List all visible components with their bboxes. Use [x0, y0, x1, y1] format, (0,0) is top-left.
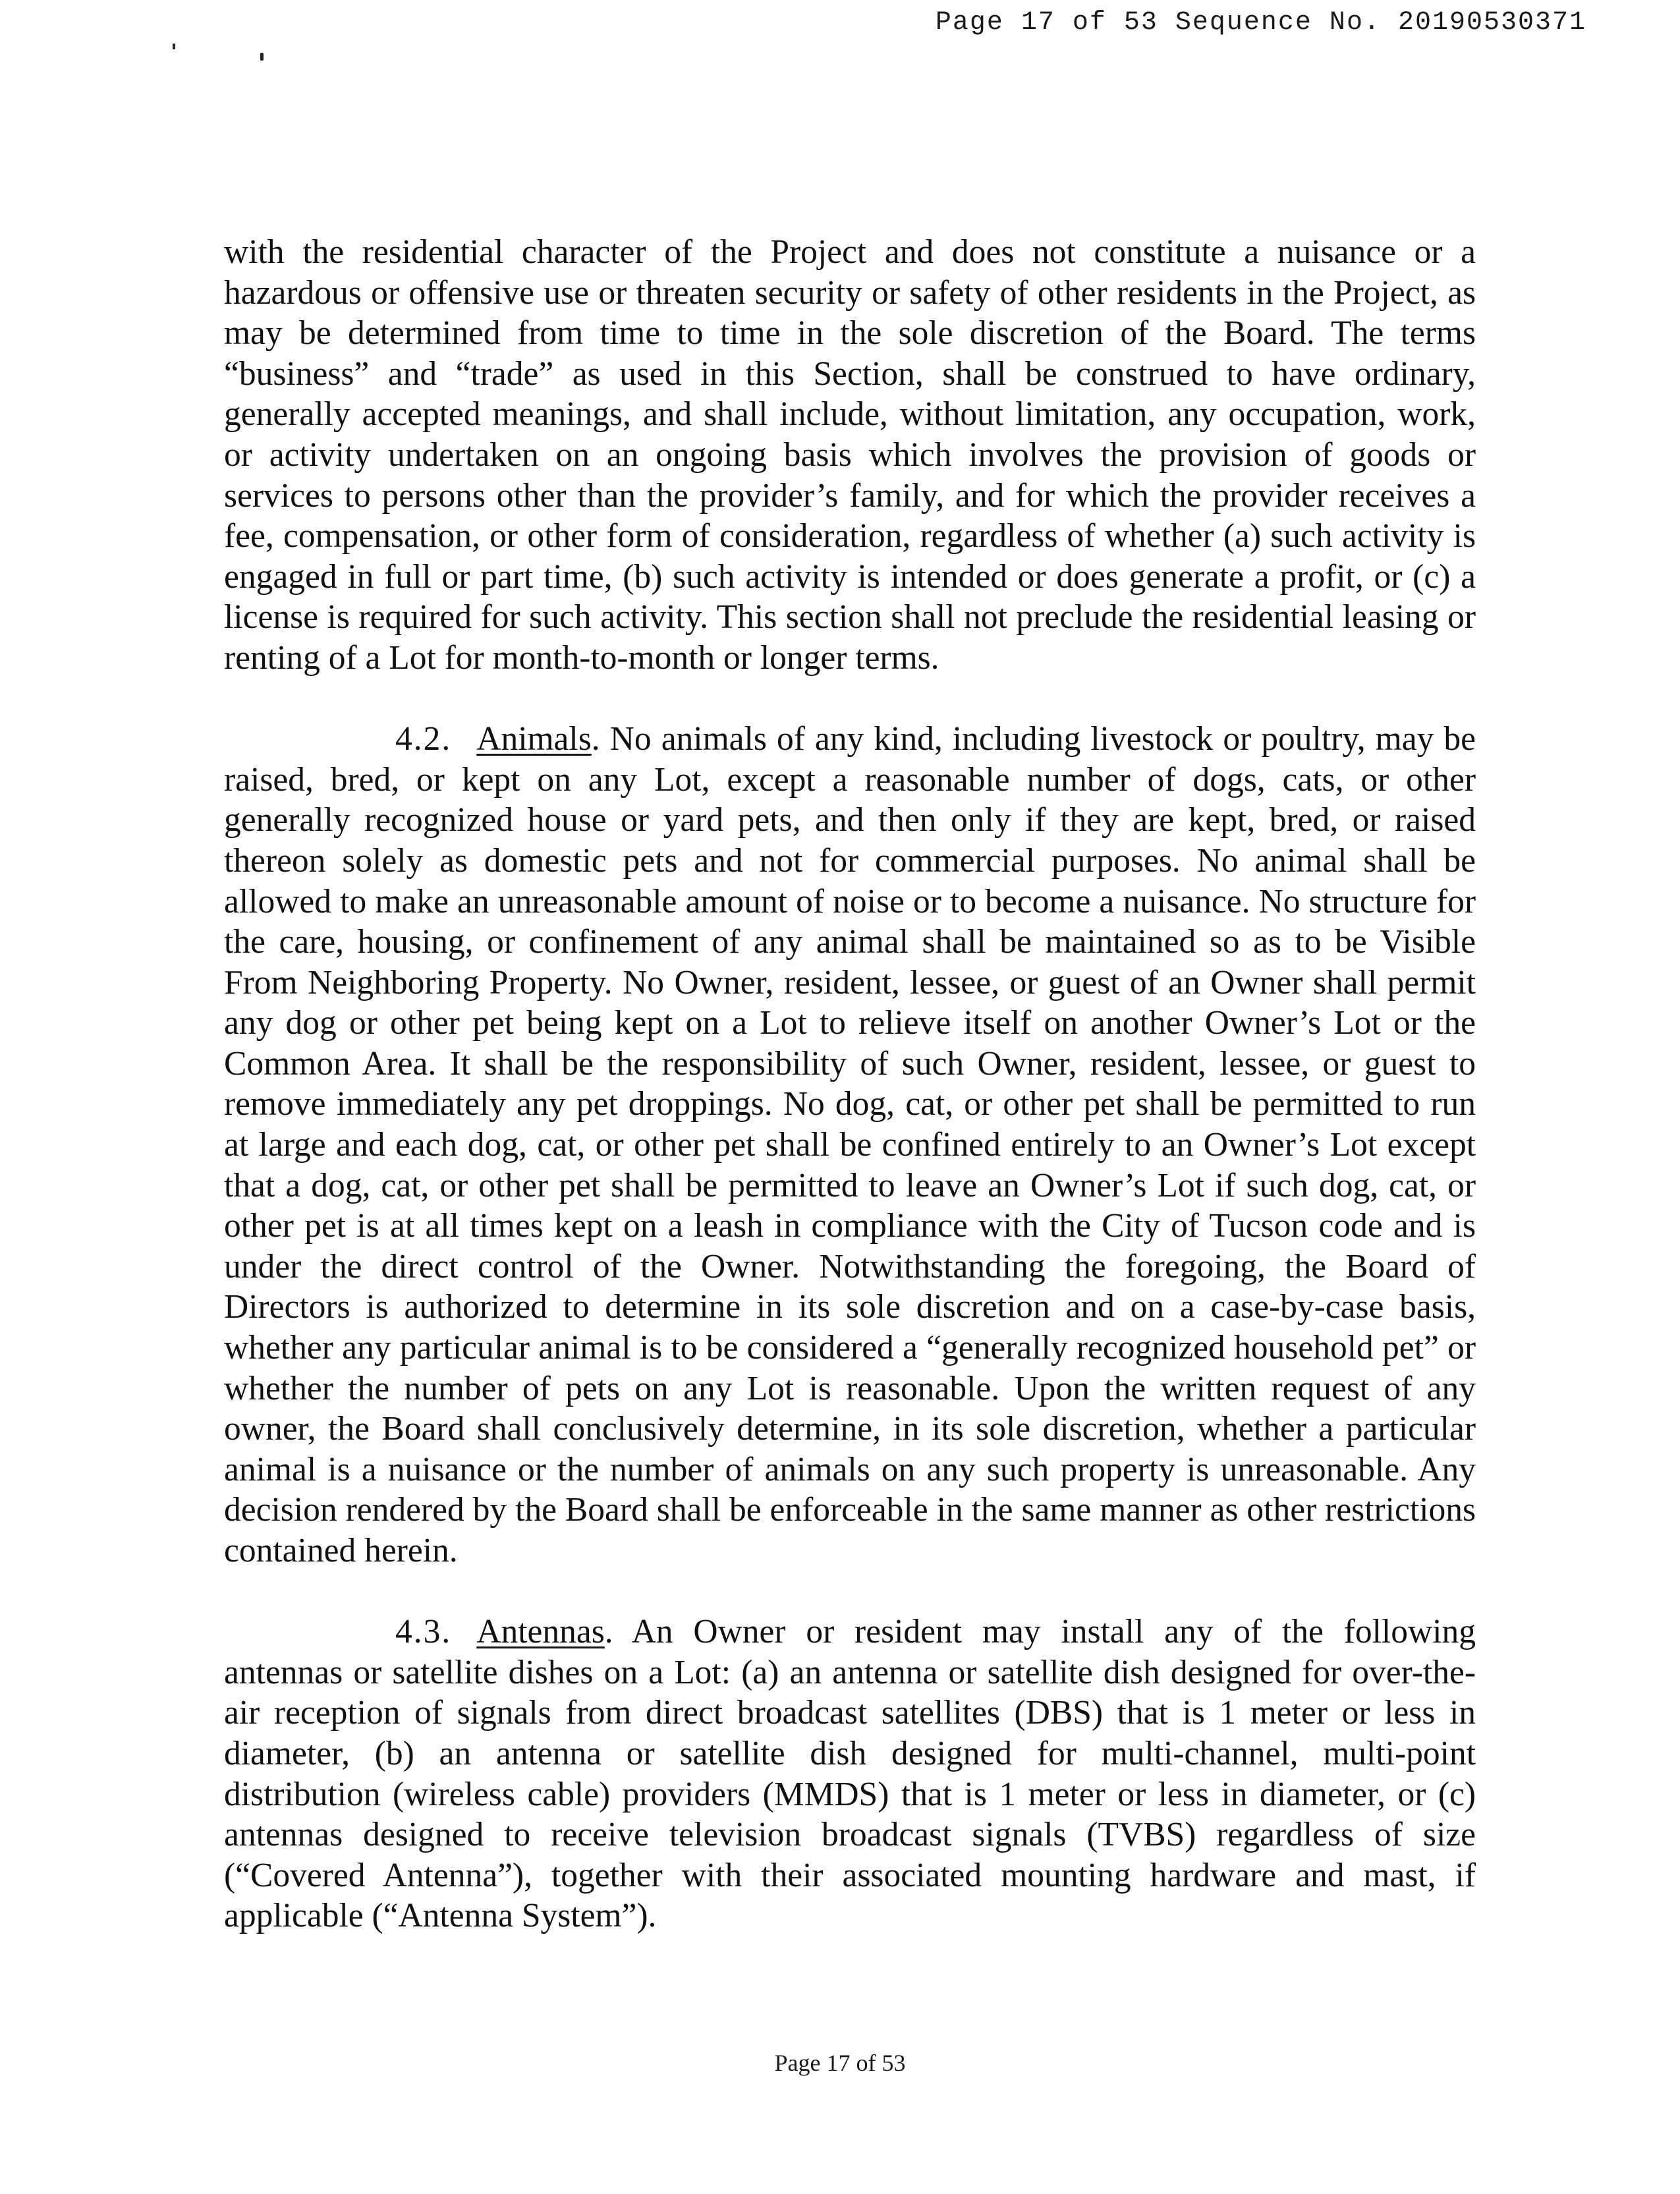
scan-speck [260, 53, 264, 61]
section-paragraph [224, 1612, 1476, 1936]
section-number: 4.3. [395, 1613, 452, 1651]
section-text: . An Owner or resident may install any of the following antennas or satellite dishes on a Lot: (a) an antenna or satellite dish designed for over-the-air reception of signals from direct broadcast satellites (DBS) that is 1 meter or less in diameter, (b) an antenna or satellite dish designed for multi-channel, multi-point distribution (wireless cable) providers (MMDS) that is 1 meter or less in diameter, or (c) antennas designed to receive television broadcast signals (TVBS) regardless of size (“Covered Antenna”), together with their associated mounting hardware and mast, if applicable (“Antenna System”). [224, 1613, 1476, 1935]
section-title: Antennas [476, 1613, 605, 1651]
section-title: Animals [476, 720, 592, 758]
page-footer: Page 17 of 53 [774, 2050, 906, 2076]
continued-paragraph: with the residential character of the Project and does not constitute a nuisance or a hazardous or offensive use or threaten security or safety of other residents in the Project, as may be determined from time to time in the sole discretion of the Board. The terms “business” and “trade” as used in this Section, shall be construed to have ordinary, generally accepted meanings, and shall include, without limitation, any occupation, work, or activity undertaken on an ongoing basis which involves the provision of goods or services to persons other than the provider’s family, and for which the provider receives a fee, compensation, or other form of consideration, regardless of whether (a) such activity is engaged in full or part time, (b) such activity is intended or does generate a profit, or (c) a license is required for such activity. This section shall not preclude the residential leasing or renting of a Lot for month-to-month or longer terms. [224, 233, 1476, 677]
section-paragraph [224, 719, 1476, 1571]
section-number: 4.2. [395, 720, 452, 758]
scan-speck [173, 43, 175, 49]
document-body [224, 232, 1476, 1977]
section-text: . No animals of any kind, including livestock or poultry, may be raised, bred, or kept on any Lot, except a reasonable number of dogs, cats, or other generally recognized house or yard pets, and then only if they are kept, bred, or raised thereon solely as domestic pets and not for commercial purposes. No animal shall be allowed to make an unreasonable amount of noise or to become a nuisance. No structure for the care, housing, or confinement of any animal shall be maintained so as to be Visible From Neighboring Property. No Owner, resident, lessee, or guest of an Owner shall permit any dog or other pet being kept on a Lot to relieve itself on another Owner’s Lot or the Common Area. It shall be the responsibility of such Owner, resident, lessee, or guest to remove immediately any pet droppings. No dog, cat, or other pet shall be permitted to run at large and each dog, cat, or other pet shall be confined entirely to an Owner’s Lot except that a dog, cat, or other pet shall be permitted to leave an Owner’s Lot if such dog, cat, or other pet is at all times kept on a leash in compliance with the City of Tucson code and is under the direct control of the Owner. Notwithstanding the foregoing, the Board of Directors is authorized to determine in its sole discretion and on a case-by-case basis, whether any particular animal is to be considered a “generally recognized household pet” or whether the number of pets on any Lot is reasonable. Upon the written request of any owner, the Board shall conclusively determine, in its sole discretion, whether a particular animal is a nuisance or the number of animals on any such property is unreasonable. Any decision rendered by the Board shall be enforceable in the same manner as other restrictions contained herein. [224, 720, 1476, 1569]
header-stamp: Page 17 of 53 Sequence No. 20190530371 [935, 8, 1586, 38]
